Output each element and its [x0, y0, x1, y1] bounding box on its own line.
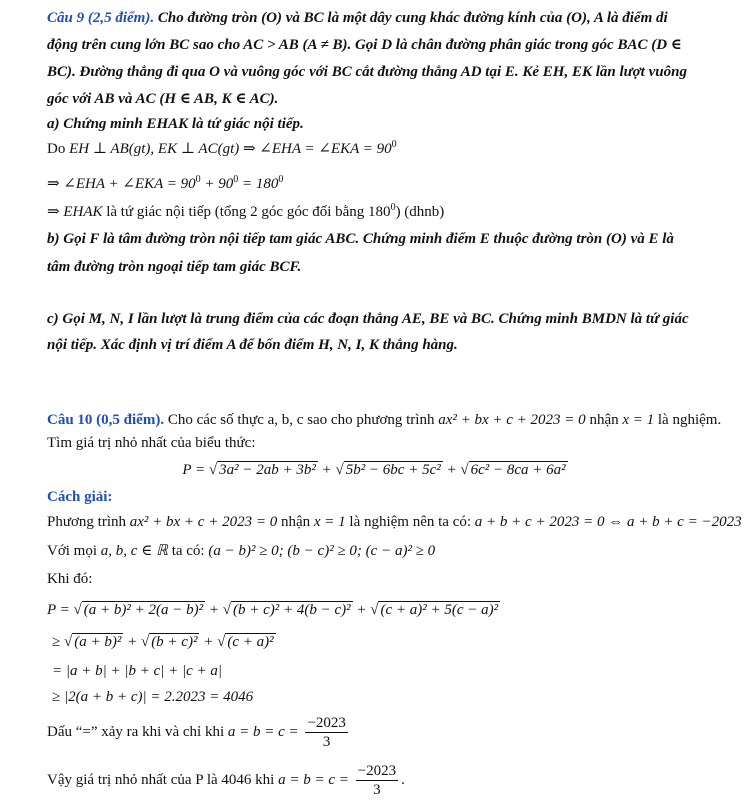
fraction: $\frac{-2023}{3}$: [357, 763, 397, 798]
q9-line-2: động trên cung lớn BC sao cho AC > AB (A ≠ B). Gọi D là chân đường phân giác trong góc BAC (D ∈: [47, 37, 682, 53]
math-line-1: P = √ (a + b)² + 2(a − b)² + √ (b + c)² + 4(b − c)² + √ (c + a)² + 5(c − a)²: [47, 602, 499, 618]
solution-step-3: Khi đó:: [47, 571, 93, 587]
math-line-3: = |a + b| + |b + c| + |c + a|: [52, 663, 223, 679]
q9-line-3: BC). Đường thẳng đi qua O và vuông góc với BC cắt đường thẳng AD tại E. Kẻ EH, EK lần lượt vuông: [47, 64, 687, 80]
q9-label: Câu 9 (2,5 điểm).: [47, 10, 155, 26]
q9-part-c-line-1: c) Gọi M, N, I lần lượt là trung điểm của các đoạn thẳng AE, BE và BC. Chứng minh BMDN là tứ giác: [47, 311, 689, 327]
q9-part-c-line-2: nội tiếp. Xác định vị trí điểm A để bốn điểm H, N, I, K thẳng hàng.: [47, 337, 458, 353]
q10-label: Câu 10 (0,5 điểm).: [47, 412, 165, 428]
q10-line-2: Tìm giá trị nhỏ nhất của biểu thức:: [47, 435, 256, 451]
q9-part-b-line-2: tâm đường tròn ngoại tiếp tam giác BCF.: [47, 259, 302, 275]
q10-expression-P: P = √ 3a² − 2ab + 3b² + √ 5b² − 6bc + 5c² + √ 6c² − 8ca + 6a²: [182, 462, 566, 478]
math-line-2: ≥ √ (a + b)² + √ (b + c)² + √ (c + a)²: [52, 634, 274, 650]
equality-condition: Dấu “=” xảy ra khi và chỉ khi a = b = c = $\frac{-2023}{3}$: [47, 715, 346, 750]
q9-part-a-title: a) Chứng minh EHAK là tứ giác nội tiếp.: [47, 116, 304, 132]
fraction: $\frac{-2023}{3}$: [307, 715, 346, 750]
q9-a-step-1: Do EH ⊥ AB(gt), EK ⊥ AC(gt) ⇒ ∠EHA = ∠EKA = $90^0$: [47, 139, 397, 157]
math-line-4: ≥ |2(a + b + c)| = 2.2023 = 4046: [52, 689, 254, 705]
solution-title: Cách giải:: [47, 489, 113, 505]
q9-a-step-2: ⇒ ∠EHA + ∠EKA = $90^0 + 90^0 = 180^0$: [47, 174, 284, 192]
q9-line-1: Câu 9 (2,5 điểm). Cho đường tròn (O) và BC là một dây cung khác đường kính của (O), A là điểm di: [47, 10, 668, 26]
q9-part-b-line-1: b) Gọi F là tâm đường tròn nội tiếp tam giác ABC. Chứng minh điểm E thuộc đường tròn (O) và E là: [47, 231, 674, 247]
q9-a-step-3: ⇒ EHAK là tứ giác nội tiếp (tổng 2 góc góc đối bằng $180^0$) (dhnb): [47, 202, 445, 220]
q9-line-4: góc với AB và AC (H ∈ AB, K ∈ AC).: [47, 91, 279, 107]
solution-step-1: Phương trình ax² + bx + c + 2023 = 0 nhận x = 1 là nghiệm nên ta có: a + b + c + 2023 = 0 ⇔ a + b + c = −2023: [47, 514, 742, 530]
solution-step-2: Với mọi a, b, c ∈ ℝ ta có: (a − b)² ≥ 0; (b − c)² ≥ 0; (c − a)² ≥ 0: [47, 543, 436, 559]
q10-line-1: Câu 10 (0,5 điểm). Cho các số thực a, b, c sao cho phương trình ax² + bx + c + 2023 = 0 nhận x = 1 là nghiệm.: [47, 412, 722, 428]
final-answer: Vậy giá trị nhỏ nhất của P là 4046 khi a = b = c = $\frac{-2023}{3}$ .: [47, 763, 405, 798]
